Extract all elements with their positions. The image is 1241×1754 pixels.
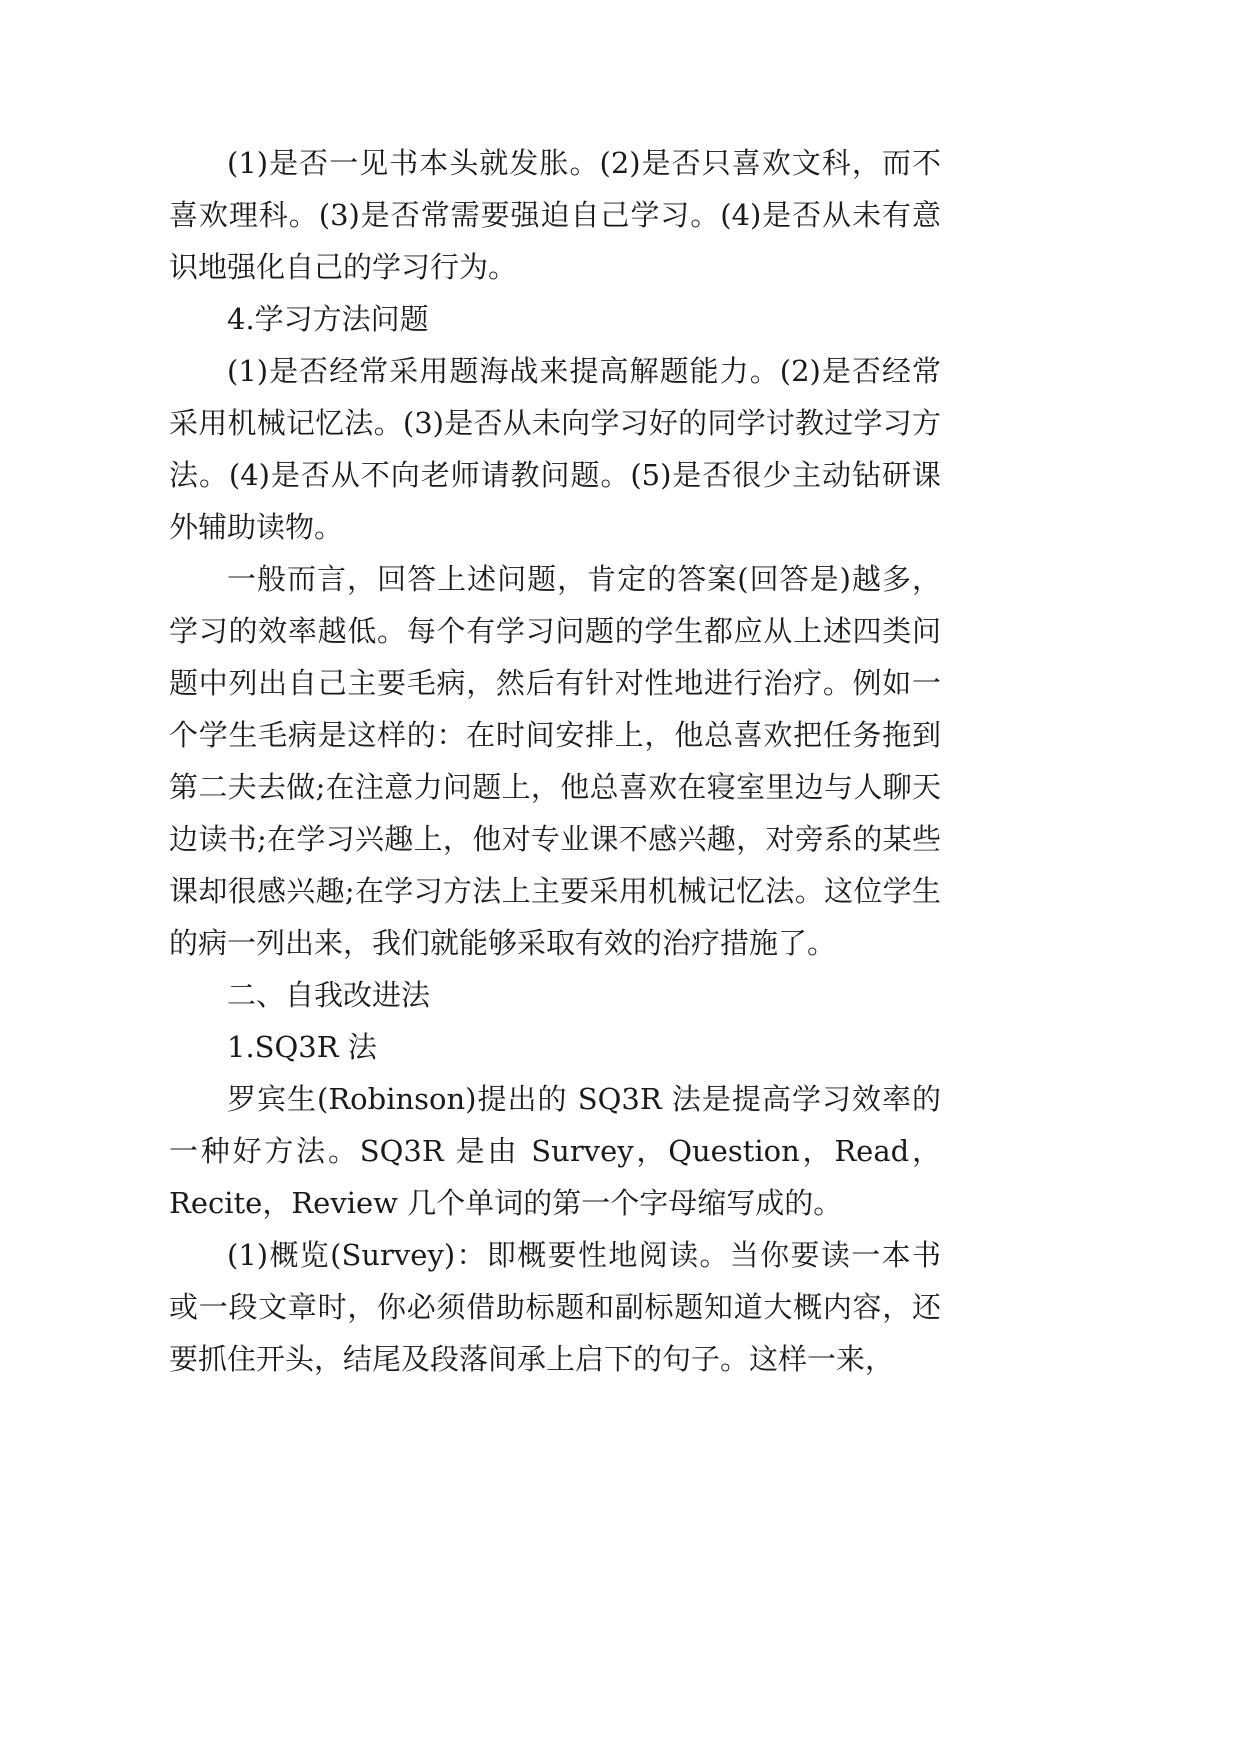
heading-learning-method-problems: 4.学习方法问题 [227,302,429,336]
paragraph-sq3r-intro: 罗宾生(Robinson)提出的 SQ3R 法是提高学习效率的一种好方法。SQ3R 是由 Survey，Question，Read，Recite，Review 几个单词的第一个字母缩写成的。 [169,1082,941,1220]
heading-self-improvement: 二、自我改进法 [227,978,431,1012]
paragraph-survey-step: (1)概览(Survey)：即概要性地阅读。当你要读一本书或一段文章时，你必须借助标题和副标题知道大概内容，还要抓住开头，结尾及段落间承上启下的句子。这样一来， [169,1238,941,1376]
paragraph-learning-interest-questions: (1)是否一见书本头就发胀。(2)是否只喜欢文科，而不喜欢理科。(3)是否常需要强迫自己学习。(4)是否从未有意识地强化自己的学习行为。 [169,146,941,284]
paragraph-summary-diagnosis: 一般而言，回答上述问题，肯定的答案(回答是)越多，学习的效率越低。每个有学习问题的学生都应从上述四类问题中列出自己主要毛病，然后有针对性地进行治疗。例如一个学生毛病是这样的：在时间安排上，他总喜欢把任务拖到第二夫去做;在注意力问题上，他总喜欢在寝室里边与人聊天边读书;在学习兴趣上，他对专业课不感兴趣，对旁系的某些课却很感兴趣;在学习方法上主要采用机械记忆法。这位学生的病一列出来，我们就能够采取有效的治疗措施了。 [169,562,941,960]
heading-sq3r-method: 1.SQ3R 法 [227,1030,377,1064]
document-page [169,137,941,1385]
paragraph-learning-method-questions: (1)是否经常采用题海战来提高解题能力。(2)是否经常采用机械记忆法。(3)是否从未向学习好的同学讨教过学习方法。(4)是否从不向老师请教问题。(5)是否很少主动钻研课外辅助读物。 [169,354,941,544]
